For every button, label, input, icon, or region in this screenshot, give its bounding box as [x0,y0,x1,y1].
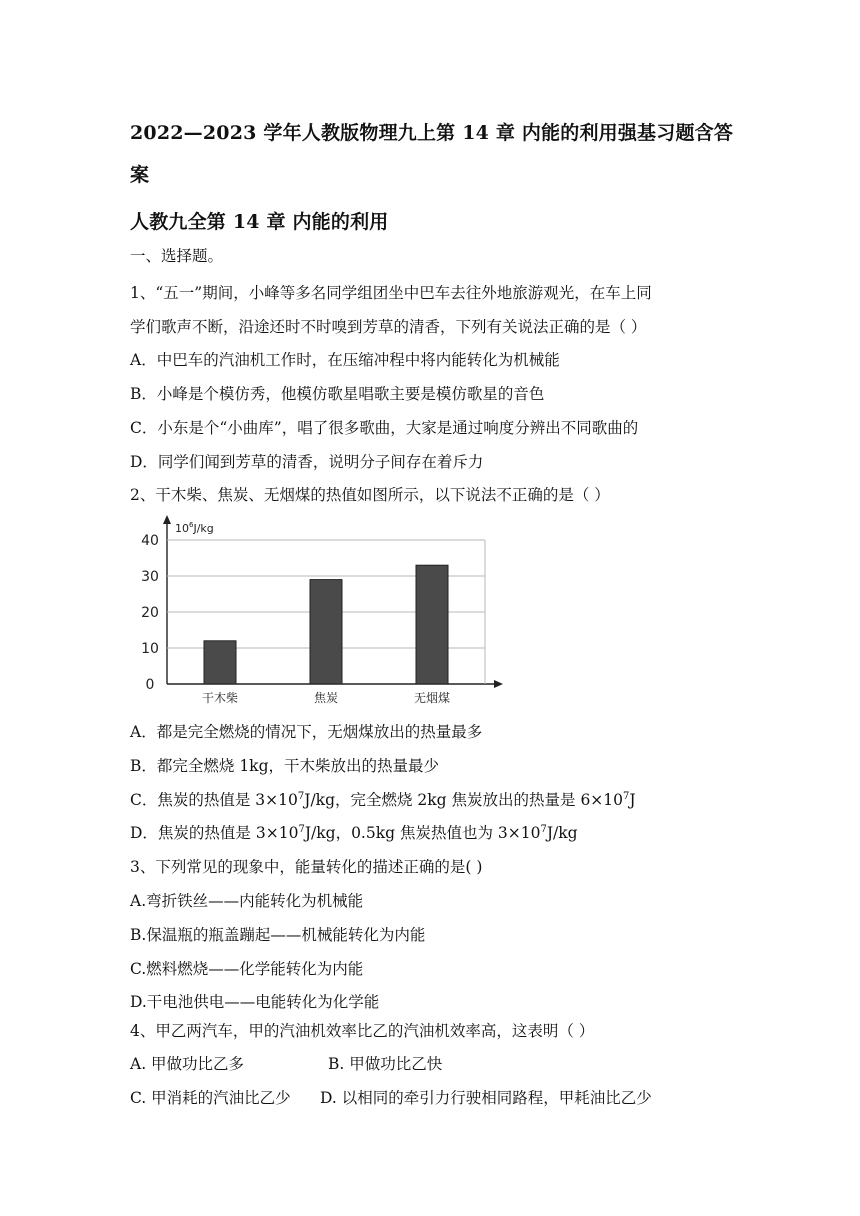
q1-option-d: D．同学们闻到芳草的清香，说明分子间存在着斥力 [130,453,484,471]
q3-option-d: D.干电池供电——电能转化为化学能 [130,993,380,1011]
q2-option-c: C．焦炭的热值是 $3\times 10^7J/kg$，完全燃烧 2kg 焦炭放出的热量是 $6\times 10^7J$ [130,791,636,809]
q4-option-c: C. 甲消耗的汽油比乙少 [130,1089,291,1107]
bar-3 [416,565,448,684]
bar-2 [310,580,342,684]
category-label: 焦炭 [313,691,339,705]
q1-option-b: B．小峰是个模仿秀，他模仿歌星唱歌主要是模仿歌星的音色 [130,385,545,403]
doc-title-line1: 2022—2023 学年人教版物理九上第 14 章 内能的利用强基习题含答 [130,122,734,144]
q1-stem-line1: 1、“五一”期间，小峰等多名同学组团坐中巴车去往外地旅游观光，在车上同 [130,284,652,302]
x-axis-arrow [494,680,503,688]
q2-option-a: A．都是完全燃烧的情况下，无烟煤放出的热量最多 [130,723,483,741]
bar-1 [204,641,236,684]
category-label: 无烟煤 [413,691,451,705]
exponent: 7 [623,791,630,802]
q1-stem-line2: 学们歌声不断，沿途还时不时嗅到芳草的清香，下列有关说法正确的是（ ） [130,318,647,336]
y-tick-label: 20 [141,605,159,621]
q3-option-c: C.燃料燃烧——化学能转化为内能 [130,960,364,978]
q4-stem: 4、甲乙两汽车，甲的汽油机效率比乙的汽油机效率高，这表明（ ） [130,1022,595,1040]
q2-option-b: B．都完全燃烧 1kg，干木柴放出的热量最少 [130,757,439,775]
q2-stem: 2、干木柴、焦炭、无烟煤的热值如图所示，以下说法不正确的是（ ） [130,486,610,504]
exponent: 7 [297,791,305,802]
y-axis-label: $10^6J/kg$ [175,521,214,535]
y-tick-label: 40 [141,533,159,549]
q3-stem: 3、下列常见的现象中，能量转化的描述正确的是( ) [130,858,483,876]
exponent: 7 [540,824,547,835]
category-label: 干木柴 [201,691,239,705]
q4-option-a: A. 甲做功比乙多 [130,1055,245,1073]
y-tick-label: 0 [145,677,155,693]
section-heading: 一、选择题。 [130,247,224,265]
q4-option-d: D. 以相同的牵引力行驶相同路程，甲耗油比乙少 [320,1089,652,1107]
q3-option-a: A.弯折铁丝——内能转化为机械能 [130,892,364,910]
y-axis-arrow [163,515,171,524]
doc-title-line2: 案 [130,164,150,186]
q1-option-a: A．中巴车的汽油机工作时，在压缩冲程中将内能转化为机械能 [130,351,560,369]
exponent: 7 [298,824,305,835]
q3-option-b: B.保温瓶的瓶盖蹦起——机械能转化为内能 [130,926,426,944]
q1-option-c: C．小东是个“小曲库”，唱了很多歌曲，大家是通过响度分辨出不同歌曲的 [130,419,639,437]
heat-value-bar-chart [130,512,510,707]
y-tick-label: 10 [141,641,159,657]
y-tick-label: 30 [141,569,159,585]
q4-option-b: B. 甲做功比乙快 [328,1055,443,1073]
q2-option-d: D．焦炭的热值是 $3\times 10^7J/kg$，0.5kg 焦炭热值也为 $3\times 10^7J/kg$ [130,824,578,842]
doc-subtitle: 人教九全第 14 章 内能的利用 [130,211,389,233]
